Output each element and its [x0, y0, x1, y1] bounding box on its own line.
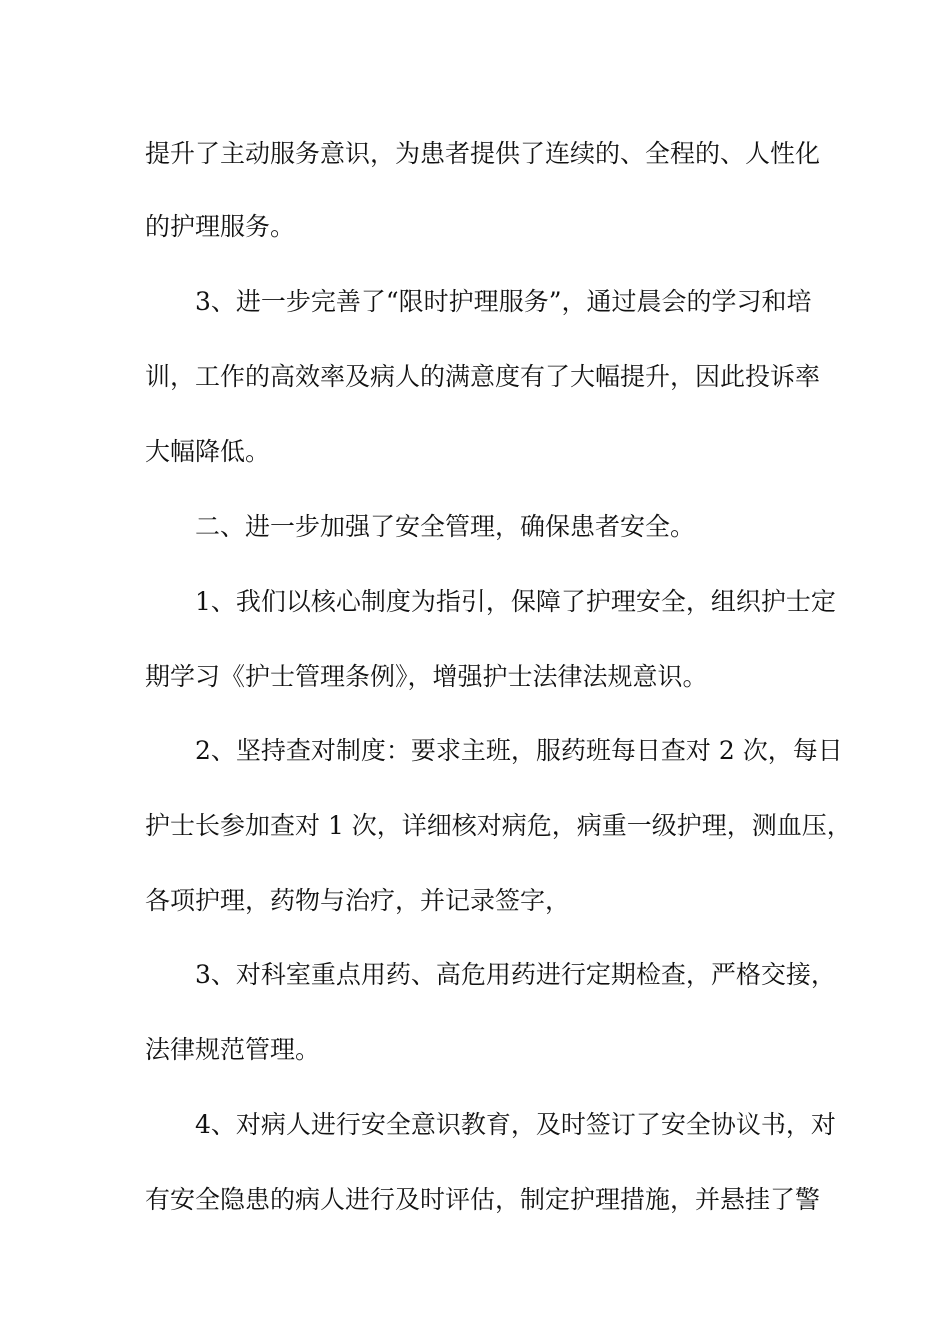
- paragraph-start-line: 3、对科室重点用药、高危用药进行定期检查，严格交接，: [195, 960, 836, 989]
- paragraph-start-line: 1、我们以核心制度为指引，保障了护理安全，组织护士定: [195, 587, 836, 616]
- text-line: 提升了主动服务意识，为患者提供了连续的、全程的、人性化: [145, 139, 821, 168]
- text-line: 的护理服务。: [145, 212, 296, 241]
- text-line: 有安全隐患的病人进行及时评估，制定护理措施，并悬挂了警: [145, 1185, 821, 1214]
- text-line: 大幅降低。: [145, 437, 271, 466]
- section-heading: 二、进一步加强了安全管理，确保患者安全。: [195, 512, 696, 541]
- text-line: 期学习《护士管理条例》，增强护士法律法规意识。: [145, 662, 708, 691]
- text-line: 护士长参加查对 1 次，详细核对病危，病重一级护理，测血压，: [145, 811, 852, 840]
- paragraph-start-line: 4、对病人进行安全意识教育，及时签订了安全协议书，对: [195, 1110, 836, 1139]
- paragraph-start-line: 2、坚持查对制度：要求主班，服药班每日查对 2 次，每日: [195, 736, 843, 765]
- paragraph-start-line: 3、进一步完善了“限时护理服务”，通过晨会的学习和培: [195, 287, 812, 316]
- text-line: 训，工作的高效率及病人的满意度有了大幅提升，因此投诉率: [145, 362, 821, 391]
- text-line: 法律规范管理。: [145, 1035, 321, 1064]
- text-line: 各项护理，药物与治疗，并记录签字，: [145, 886, 571, 915]
